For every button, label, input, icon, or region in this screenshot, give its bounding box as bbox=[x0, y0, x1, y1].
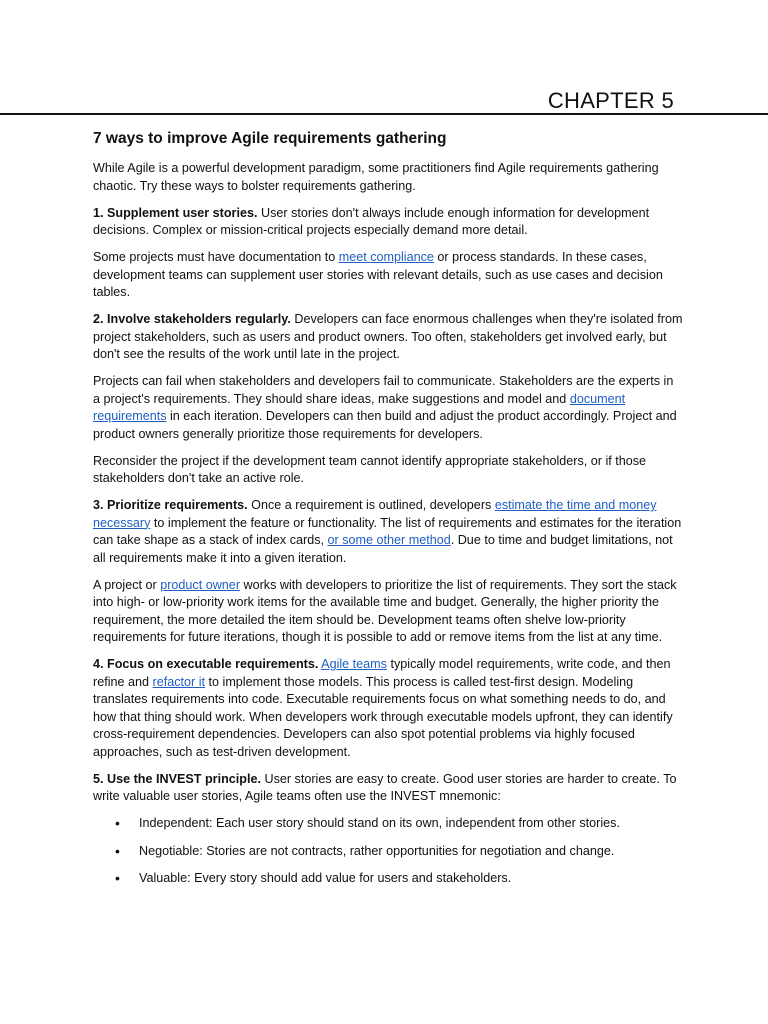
invest-list bbox=[93, 815, 683, 888]
section-1-p2-text-a: Some projects must have documentation to bbox=[93, 250, 339, 264]
link-estimate-time-money[interactable]: estimate the time and money necessary bbox=[93, 498, 657, 530]
section-2-paragraph bbox=[93, 311, 683, 364]
link-other-method[interactable]: or some other method bbox=[327, 533, 451, 547]
section-3-heading: 3. Prioritize requirements. bbox=[93, 498, 248, 512]
section-4-text-b: typically model requirements, write code, and then refine and bbox=[93, 657, 671, 689]
section-4-heading: 4. Focus on executable requirements. bbox=[93, 657, 319, 671]
section-2-p2-text-a: Projects can fail when stakeholders and developers fail to communicate. Stakeholders are the experts in a project's requirements. They should share ideas, make suggestions and model and bbox=[93, 374, 674, 406]
section-2-paragraph-3: Reconsider the project if the development team cannot identify appropriate stakeholders, or if those stakeholders don't take an active role. bbox=[93, 453, 647, 485]
section-5-heading: 5. Use the INVEST principle. bbox=[93, 771, 261, 786]
section-2-text: Developers can face enormous challenges when they're isolated from project stakeholders, such as users and product owners. Too often, stakeholders get involved early, but don't see the results of the work until late in the project. bbox=[93, 312, 683, 361]
article-body bbox=[93, 128, 683, 898]
list-item: • Independent: Each user story should stand on its own, independent from other stories. bbox=[139, 815, 683, 833]
list-item: • Valuable: Every story should add value for users and stakeholders. bbox=[139, 870, 683, 888]
section-1-paragraph bbox=[93, 205, 683, 240]
section-3-text-b: to implement the feature or functionality. The list of requirements and estimates for the iteration can take shape as a stack of index cards, bbox=[93, 515, 682, 547]
section-1-text: User stories don't always include enough information for development decisions. Complex or mission-critical projects especially demand more detail. bbox=[93, 205, 650, 237]
link-document-requirements[interactable]: document requirements bbox=[93, 391, 626, 423]
chapter-heading: CHAPTER 5 bbox=[547, 88, 674, 113]
section-1-paragraph-2 bbox=[93, 249, 683, 302]
article-title: 7 ways to improve Agile requirements gathering bbox=[93, 130, 447, 147]
section-3-text-c: . Due to time and budget limitations, not all requirements make it into a given iteration. bbox=[93, 533, 673, 565]
link-refactor-it[interactable]: refactor it bbox=[152, 674, 206, 689]
header-rule bbox=[0, 113, 768, 115]
section-3-paragraph-2 bbox=[93, 577, 683, 647]
section-5-paragraph bbox=[93, 771, 683, 806]
section-2-heading: 2. Involve stakeholders regularly. bbox=[93, 312, 291, 326]
section-2-p2-text-b: in each iteration. Developers can then build and adjust the product accordingly. Project and product owners generally prioritize those requirements for developers. bbox=[93, 409, 677, 441]
list-item: • Negotiable: Stories are not contracts, rather opportunities for negotiation and change. bbox=[139, 843, 683, 861]
intro-paragraph: While Agile is a powerful development paradigm, some practitioners find Agile requirements gathering chaotic. Try these ways to bolster requirements gathering. bbox=[93, 161, 659, 193]
section-1-p2-text-b: or process standards. In these cases, development teams can supplement user stories with relevant details, such as use cases and decision tables. bbox=[93, 250, 663, 299]
link-product-owner[interactable]: product owner bbox=[160, 577, 241, 592]
section-2-paragraph-2 bbox=[93, 373, 683, 443]
link-meet-compliance[interactable]: meet compliance bbox=[338, 250, 434, 264]
link-agile-teams[interactable]: Agile teams bbox=[321, 657, 387, 671]
section-4-paragraph bbox=[93, 656, 683, 761]
section-3-paragraph bbox=[93, 497, 683, 567]
section-1-heading: 1. Supplement user stories. bbox=[93, 205, 258, 220]
section-3-p2-text-a: A project or bbox=[93, 577, 161, 592]
section-4-text-c: to implement those models. This process is called test-first design. Modeling translates requirements into code. Executable requirements focus on what something needs to do, and how that thing should work. When developers work through executable models upfront, they can identify cross-requirement dependencies. Developers can also spot potential problems via highly focused approaches, such as test-driven development. bbox=[93, 674, 673, 759]
section-3-p2-text-b: works with developers to prioritize the list of requirements. They sort the stack into high- or low-priority work items for the available time and budget. Generally, the higher priority the requirement, the more detailed the item should be. Development teams often shelve low-priority requirements for future iterations, though it is possible to add or remove items from the list at any time. bbox=[93, 577, 677, 644]
section-5-text: User stories are easy to create. Good user stories are harder to create. To write valuable user stories, Agile teams often use the INVEST mnemonic: bbox=[93, 771, 677, 803]
section-3-text-a: Once a requirement is outlined, developers bbox=[247, 498, 495, 512]
